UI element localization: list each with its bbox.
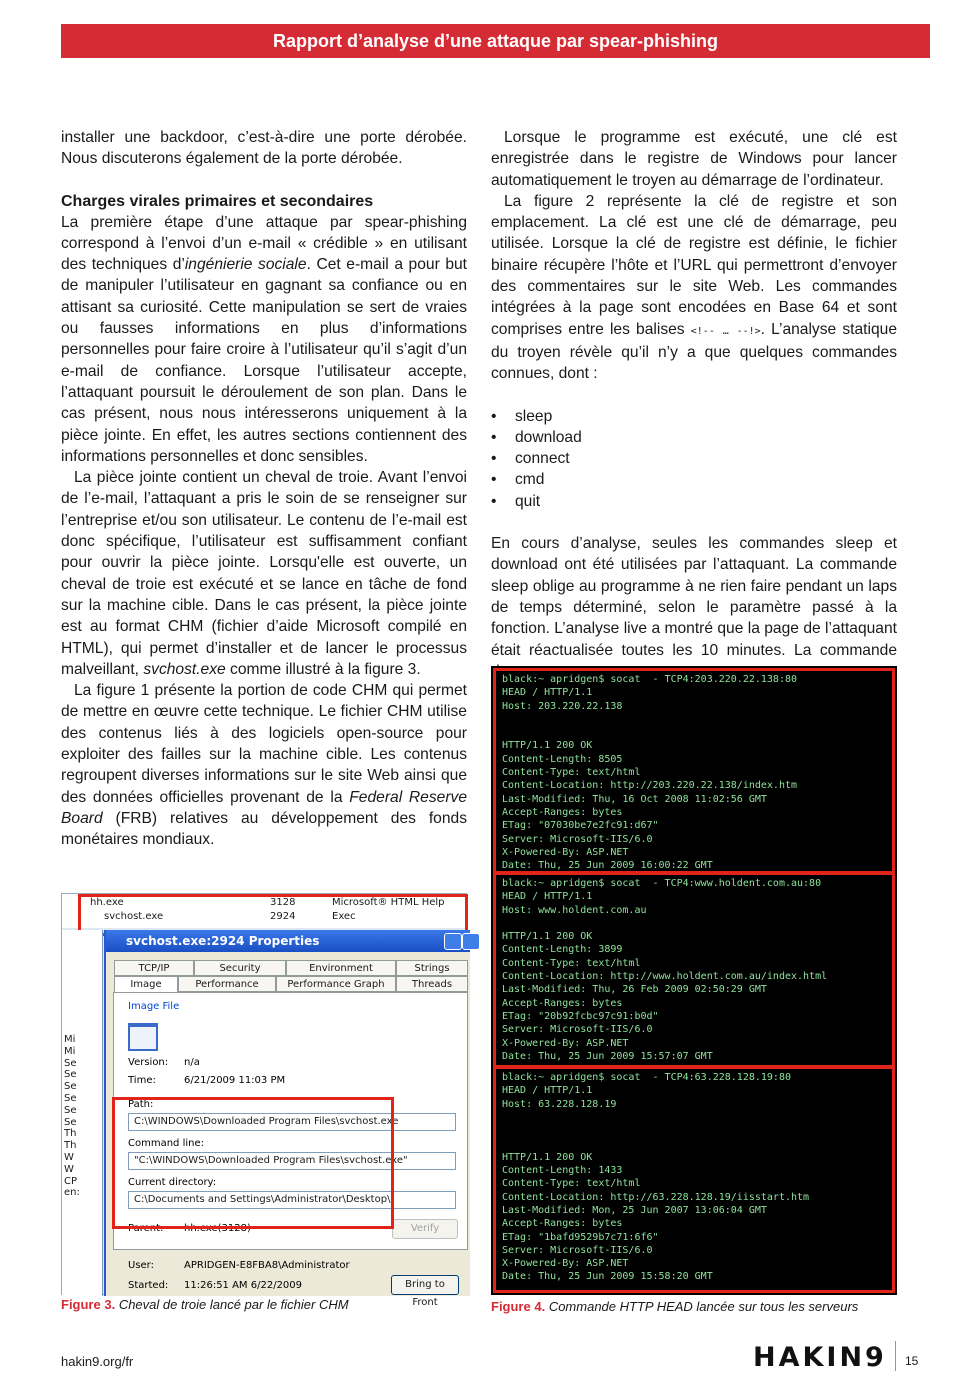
running-header — [61, 24, 930, 58]
group-label: Image File — [128, 1001, 180, 1012]
right-column — [491, 127, 897, 682]
process-name: hh.exe — [90, 897, 124, 908]
magazine-logo: HAKIN9 — [753, 1342, 887, 1373]
list-item: • sleep — [491, 406, 897, 427]
process-pid: 3128 — [270, 897, 296, 908]
figure-4-terminal — [491, 666, 897, 1295]
started-value: 11:26:51 AM 6/22/2009 — [184, 1280, 303, 1291]
list-item: • download — [491, 427, 897, 448]
command-line-label: Command line: — [128, 1138, 204, 1149]
window-title-bar — [106, 930, 470, 952]
running-header-title: Rapport d’analyse d’une attaque par spear-phishing — [272, 30, 719, 51]
left-paragraph-3: La pièce jointe contient un cheval de troie. Avant l’envoi de l’e-mail, l’attaquant a pris le soin de se renseigner sur l’entreprise et/ou son utilisateur. Le contenu de l’e-mail est donc spécifique, l’utilisateur est suffisamment confiant pour ouvrir la pièce jointe. Lorsqu'elle est ouverte, un cheval de troie est exécuté et se lance en tâche de fond sur la machine cible. Dans le cas présent, la pièce jointe est au format CHM (fichier d’aide Microsoft compilé en HTML), qui permet d’installer et de lancer le processus malveillant, svchost.exe comme illustré à la figure 3. — [61, 469, 467, 678]
tab-performance-graph[interactable]: Performance Graph — [276, 976, 396, 992]
list-item: • connect — [491, 448, 897, 469]
terminal-session-2 — [493, 872, 895, 1068]
current-directory-field[interactable]: C:\Documents and Settings\Administrator\Desktop\ — [128, 1191, 456, 1209]
footer-site: hakin9.org/fr — [61, 1354, 134, 1369]
footer-divider — [895, 1341, 896, 1371]
process-name: svchost.exe — [104, 911, 164, 922]
tab-performance[interactable]: Performance — [178, 976, 276, 992]
left-column — [61, 127, 467, 851]
window-title: svchost.exe:2924 Properties — [126, 934, 320, 948]
parent-label: Parent: — [128, 1223, 164, 1234]
right-paragraph-2: La figure 2 représente la clé de registre et son emplacement. La clé est une clé de démarrage, peu utilisée. Lorsque la clé de registre est définie, le fichier binaire récupère l’hôte et l’URL qui permettront d’envoyer des commentaires sur le site Web. Les commandes intégrées à la page sont encodées en Base 64 et sont comprises entre les balises <!-- … --!>. L’analyse statique du troyen révèle qu’il n’y a que quelques commandes connues, dont : — [491, 192, 897, 383]
list-item: • cmd — [491, 469, 897, 490]
version-label: Version: — [128, 1057, 169, 1068]
verify-button[interactable]: Verify — [392, 1219, 458, 1239]
left-paragraph-2: La première étape d’une attaque par spear-phishing correspond à l’envoi d’un e-mail « crédible » en utilisant des techniques d’ingénierie sociale. Cet e-mail a pour but de manipuler l’utilisateur en gagnant sa confiance ou en attisant sa curiosité. Cette manipulation se sert de vraies ou fausses informations en plus d’informations personnelles pour faire croire à l’utilisateur qu’il s’agit d’un e-mail de confiance. Lorsque l’utilisateur accepte, l’attaquant poursuit le déroulement de son plan. Dans le cas présent, nous nous intéresserons uniquement à la pièce jointe. En effet, les autres sections contiennent des informations personnelles et donc sensibles. — [61, 213, 468, 465]
path-field[interactable]: C:\WINDOWS\Downloaded Program Files\svchost.exe — [128, 1113, 456, 1131]
terminal-session-3 — [493, 1066, 895, 1293]
maximize-icon[interactable] — [462, 933, 480, 950]
left-paragraph-4: La figure 1 présente la portion de code CHM qui permet de mettre en œuvre cette technique. Le fichier CHM utilise des contenus liés à des logiciels open-source pour exploiter des failles sur la machine cible. Les contenus regroupent diverses informations sur le site Web ainsi que des données officielles provenant de la Federal Reserve Board (FRB) relatives au développement des fonds monétaires mondiaux. — [61, 682, 467, 849]
tab-strings[interactable]: Strings — [396, 960, 468, 976]
bring-to-front-button[interactable]: Bring to Front — [391, 1275, 459, 1295]
started-label: Started: — [128, 1280, 169, 1291]
user-label: User: — [128, 1260, 154, 1271]
command-line-field[interactable]: "C:\WINDOWS\Downloaded Program Files\svchost.exe" — [128, 1152, 456, 1170]
tab-security[interactable]: Security — [194, 960, 286, 976]
version-value: n/a — [184, 1057, 200, 1068]
figure-4-caption: Figure 4. Commande HTTP HEAD lancée sur tous les serveurs — [491, 1299, 859, 1314]
terminal-output: black:~ apridgen$ socat - TCP4:63.228.128.19:80 HEAD / HTTP/1.1 Host: 63.228.128.19 HTTP/1.1 200 OK Content-Length: 1433 Content-Type: text/html Content-Location: http://63.228.128.19/iisstart.htm Last-Modified: Mon, 25 Jun 2007 13:06:04 GMT Accept-Ranges: bytes ETag: "1bafd9529b7c71:6f6" Server: Microsoft-IIS/6.0 X-Powered-By: ASP.NET Date: Thu, 25 Jun 2009 15:58:20 GMT — [502, 1072, 810, 1283]
right-paragraph-1: Lorsque le programme est exécuté, une clé est enregistrée dans le registre de Windows pour lancer automatiquement le troyen au démarrage de l’ordinateur. — [491, 129, 897, 189]
section-heading: Charges virales primaires et secondaires — [61, 192, 374, 210]
terminal-output: black:~ apridgen$ socat - TCP4:www.holdent.com.au:80 HEAD / HTTP/1.1 Host: www.holdent.com.au HTTP/1.1 200 OK Content-Length: 3899 Content-Type: text/html Content-Location: http://www.holdent.com.au/index.html Last-Modified: Thu, 26 Feb 2009 02:50:29 GMT Accept-Ranges: bytes ETag: "20b92fcbc97c91:b0d" Server: Microsoft-IIS/6.0 X-Powered-By: ASP.NET Date: Thu, 25 Jun 2009 15:57:07 GMT — [502, 878, 828, 1062]
tab-image[interactable]: Image — [114, 976, 178, 992]
terminal-session-1 — [493, 668, 895, 874]
time-label: Time: — [128, 1075, 156, 1086]
page-number: 15 — [905, 1354, 919, 1368]
left-paragraph-1: installer une backdoor, c’est-à-dire une porte dérobée. Nous discuterons également de la porte dérobée. — [61, 129, 467, 168]
tab-tcpip[interactable]: TCP/IP — [114, 960, 194, 976]
user-value: APRIDGEN-E8FBA8\Administrator — [184, 1260, 350, 1271]
command-list — [491, 406, 897, 512]
parent-value: hh.exe(3128) — [184, 1223, 251, 1234]
list-item: • quit — [491, 491, 897, 512]
minimize-icon[interactable] — [444, 933, 462, 950]
side-letters: Mi Mi Se Se Se Se Se Se Th Th W W CP en: — [64, 1034, 80, 1199]
process-pid: 2924 — [270, 911, 296, 922]
process-desc: Microsoft® HTML Help Exec — [332, 897, 445, 922]
terminal-output: black:~ apridgen$ socat - TCP4:203.220.22.138:80 HEAD / HTTP/1.1 Host: 203.220.22.138 HTTP/1.1 200 OK Content-Length: 8505 Content-Type: text/html Content-Location: http://203.220.22.138/index.htm Last-Modified: Thu, 16 Oct 2008 11:02:56 GMT Accept-Ranges: bytes ETag: "07030be7e2fc91:d67" Server: Microsoft-IIS/6.0 X-Powered-By: ASP.NET Date: Thu, 25 Jun 2009 16:00:22 GMT — [502, 674, 798, 872]
time-value: 6/21/2009 11:03 PM — [184, 1075, 286, 1086]
current-directory-label: Current directory: — [128, 1177, 217, 1188]
background-window-edge — [62, 930, 103, 1296]
tab-threads[interactable]: Threads — [396, 976, 468, 992]
image-file-icon — [128, 1023, 158, 1051]
figure-3-caption: Figure 3. Cheval de troie lancé par le fichier CHM — [61, 1297, 349, 1312]
tab-environment[interactable]: Environment — [286, 960, 396, 976]
highlight-box — [112, 1097, 394, 1229]
right-paragraph-3: En cours d’analyse, seules les commandes sleep et download ont été utilisées par l’attaquant. La commande sleep oblige au programme à ne rien faire pendant un laps de temps déterminé, selon le paramètre passé à la fonction. L’analyse live a montré que la page de l’attaquant était réactualisée toutes les 10 minutes. La commande — [491, 535, 897, 659]
path-label: Path: — [128, 1099, 154, 1110]
